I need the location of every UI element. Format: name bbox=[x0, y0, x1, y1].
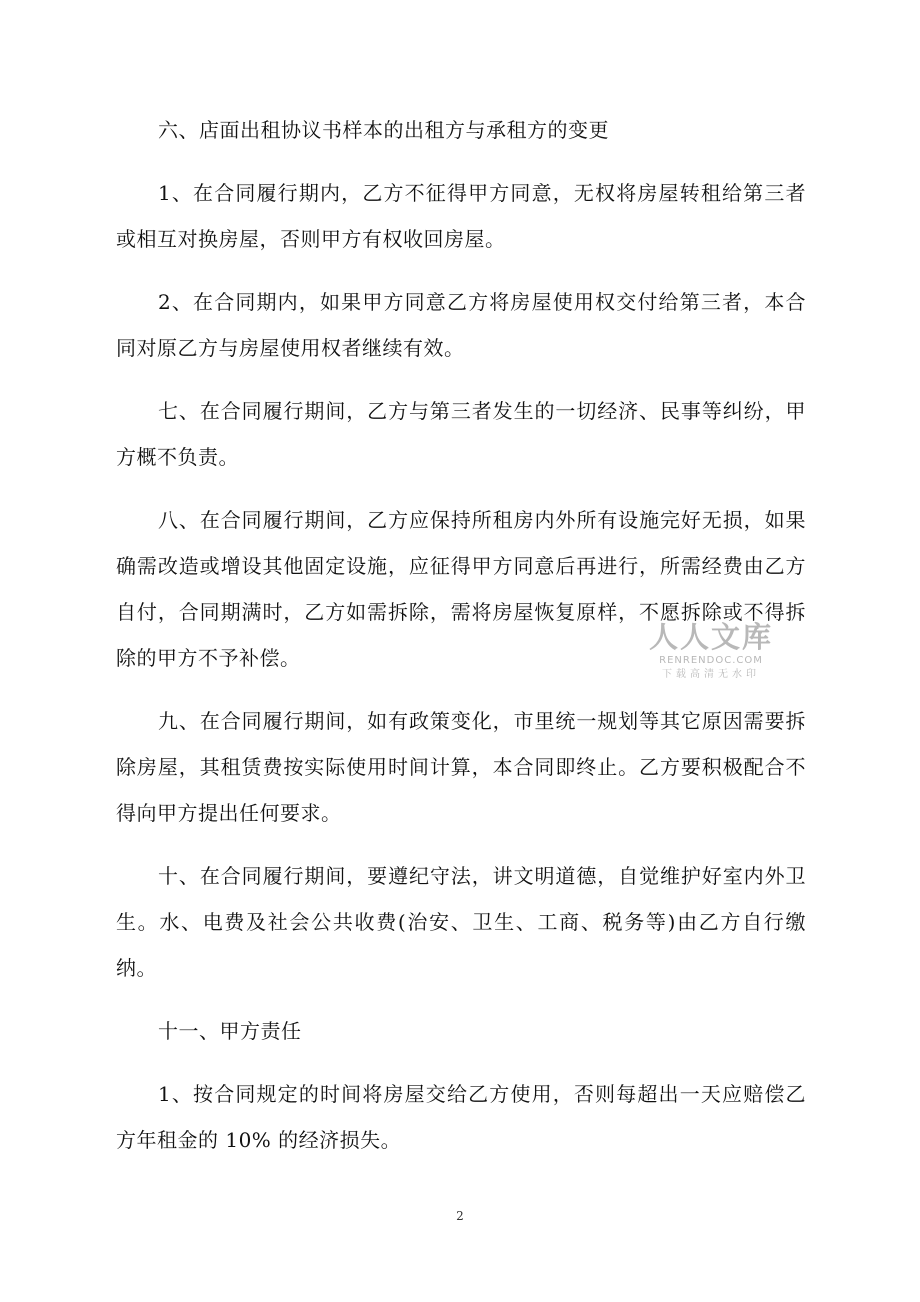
watermark-domain: RENRENDOC.COM bbox=[659, 655, 763, 666]
watermark-logo bbox=[646, 620, 776, 682]
paragraph-6-1: 1、在合同履行期内，乙方不征得甲方同意，无权将房屋转租给第三者或相互对换房屋，否则甲方有权收回房屋。 bbox=[116, 181, 806, 251]
watermark-subtitle: 下载高清无水印 bbox=[662, 669, 760, 680]
paragraph-section-8: 八、在合同履行期间，乙方应保持所租房内外所有设施完好无损，如果确需改造或增设其他固定设施，应征得甲方同意后再进行，所需经费由乙方自付，合同期满时，乙方如需拆除，需将房屋恢复原样，不愿拆除或不得拆除的甲方不予补偿。 bbox=[116, 508, 806, 670]
paragraph-section-11-heading: 十一、甲方责任 bbox=[158, 1019, 302, 1043]
paragraph-11-1: 1、按合同规定的时间将房屋交给乙方使用，否则每超出一天应赔偿乙方年租金的 10% 的经济损失。 bbox=[116, 1082, 806, 1152]
page-number: 2 bbox=[456, 1209, 464, 1223]
paragraph-section-7: 七、在合同履行期间，乙方与第三者发生的一切经济、民事等纠纷，甲方概不负责。 bbox=[116, 399, 806, 469]
paragraph-section-9: 九、在合同履行期间，如有政策变化，市里统一规划等其它原因需要拆除房屋，其租赁费按实际使用时间计算，本合同即终止。乙方要积极配合不得向甲方提出任何要求。 bbox=[116, 709, 806, 825]
paragraph-section-6-heading: 六、店面出租协议书样本的出租方与承租方的变更 bbox=[158, 118, 609, 142]
paragraph-6-2: 2、在合同期内，如果甲方同意乙方将房屋使用权交付给第三者，本合同对原乙方与房屋使用权者继续有效。 bbox=[116, 290, 806, 360]
paragraph-section-10: 十、在合同履行期间，要遵纪守法，讲文明道德，自觉维护好室内外卫生。水、电费及社会公共收费(治安、卫生、工商、税务等)由乙方自行缴纳。 bbox=[116, 864, 806, 980]
watermark-title: 人人文库 bbox=[648, 620, 773, 654]
